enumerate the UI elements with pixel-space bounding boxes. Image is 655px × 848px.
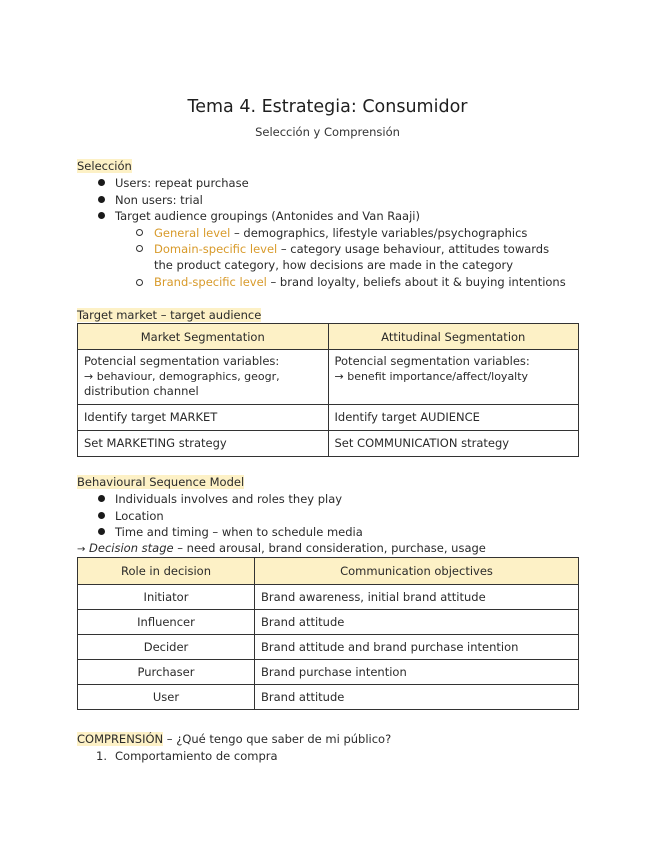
cell-line: → benefit importance/affect/loyalty [334,370,529,383]
decision-stage-line [77,540,486,558]
table-cell: Set COMMUNICATION strategy [328,431,579,457]
table-row [78,635,579,660]
bullet-icon [98,196,105,203]
seleccion-bullet: Users: repeat purchase [115,176,249,190]
cell-line: distribution channel [84,384,199,398]
bullet-icon [98,512,105,519]
objective-cell: Brand awareness, initial brand attitude [255,585,579,610]
page-subtitle: Selección y Comprensión [255,125,400,139]
role-cell: Influencer [78,610,255,635]
behavioural-bullet: Time and timing – when to schedule media [115,525,363,539]
level-text: – demographics, lifestyle variables/psychographics [230,226,528,240]
level-text: – category usage behaviour, attitudes towards [277,242,550,256]
objective-cell: Brand attitude [255,610,579,635]
list-number: 1. [96,749,107,763]
bullet-icon [98,528,105,535]
table-cell [78,350,329,405]
page-title: Tema 4. Estrategia: Consumidor [187,97,468,117]
circle-bullet-icon [136,245,143,252]
table-cell: Identify target AUDIENCE [328,405,579,431]
table-row [78,610,579,635]
bullet-icon [98,495,105,502]
table-cell: Set MARKETING strategy [78,431,329,457]
circle-bullet-icon [136,279,143,286]
role-cell: Purchaser [78,660,255,685]
behavioural-heading [77,474,244,490]
objective-cell: Brand attitude and brand purchase intention [255,635,579,660]
table-row [78,585,579,610]
table-row [78,685,579,710]
objective-cell: Brand attitude [255,685,579,710]
level-domain-continued: the product category, how decisions are made in the category [154,258,514,272]
level-text: – brand loyalty, beliefs about it & buying intentions [266,275,566,289]
comprension-heading-text: COMPRENSIÓN [77,732,164,746]
segmentation-table [77,323,579,457]
level-general [154,225,527,241]
bullet-icon [98,212,105,219]
level-label: General level [154,226,231,240]
objective-cell: Brand purchase intention [255,660,579,685]
arrow-icon: → [77,544,86,555]
cell-line: → behaviour, demographics, geogr, [84,370,280,383]
behavioural-heading-text: Behavioural Sequence Model [77,475,245,489]
table-header: Role in decision [78,558,255,585]
comprension-text: – ¿Qué tengo que saber de mi público? [163,732,392,746]
table-cell: Identify target MARKET [78,405,329,431]
roles-table [77,557,579,710]
level-label: Brand-specific level [154,275,267,289]
seleccion-bullet: Target audience groupings (Antonides and Van Raaji) [115,209,420,223]
table-header: Communication objectives [255,558,579,585]
role-cell: User [78,685,255,710]
decision-stage-label: Decision stage [89,541,174,555]
seleccion-heading [77,158,132,174]
behavioural-bullet: Location [115,509,164,523]
circle-bullet-icon [136,229,143,236]
list-item: Comportamiento de compra [115,749,278,763]
comprension-heading [77,731,391,747]
behavioural-bullet: Individuals involves and roles they play [115,492,343,506]
bullet-icon [98,179,105,186]
target-heading-text: Target market – target audience [77,308,262,322]
role-cell: Initiator [78,585,255,610]
table-header: Market Segmentation [78,324,329,350]
cell-line: Potencial segmentation variables: [84,354,280,368]
level-label: Domain-specific level [154,242,278,256]
role-cell: Decider [78,635,255,660]
seleccion-heading-text: Selección [77,159,132,173]
seleccion-bullet: Non users: trial [115,193,203,207]
level-domain [154,241,549,257]
target-heading [77,307,261,323]
table-header: Attitudinal Segmentation [328,324,579,350]
level-brand [154,274,566,290]
table-cell [328,350,579,405]
table-row [78,660,579,685]
cell-line: Potencial segmentation variables: [334,354,530,368]
decision-stage-text: – need arousal, brand consideration, purchase, usage [173,541,486,555]
